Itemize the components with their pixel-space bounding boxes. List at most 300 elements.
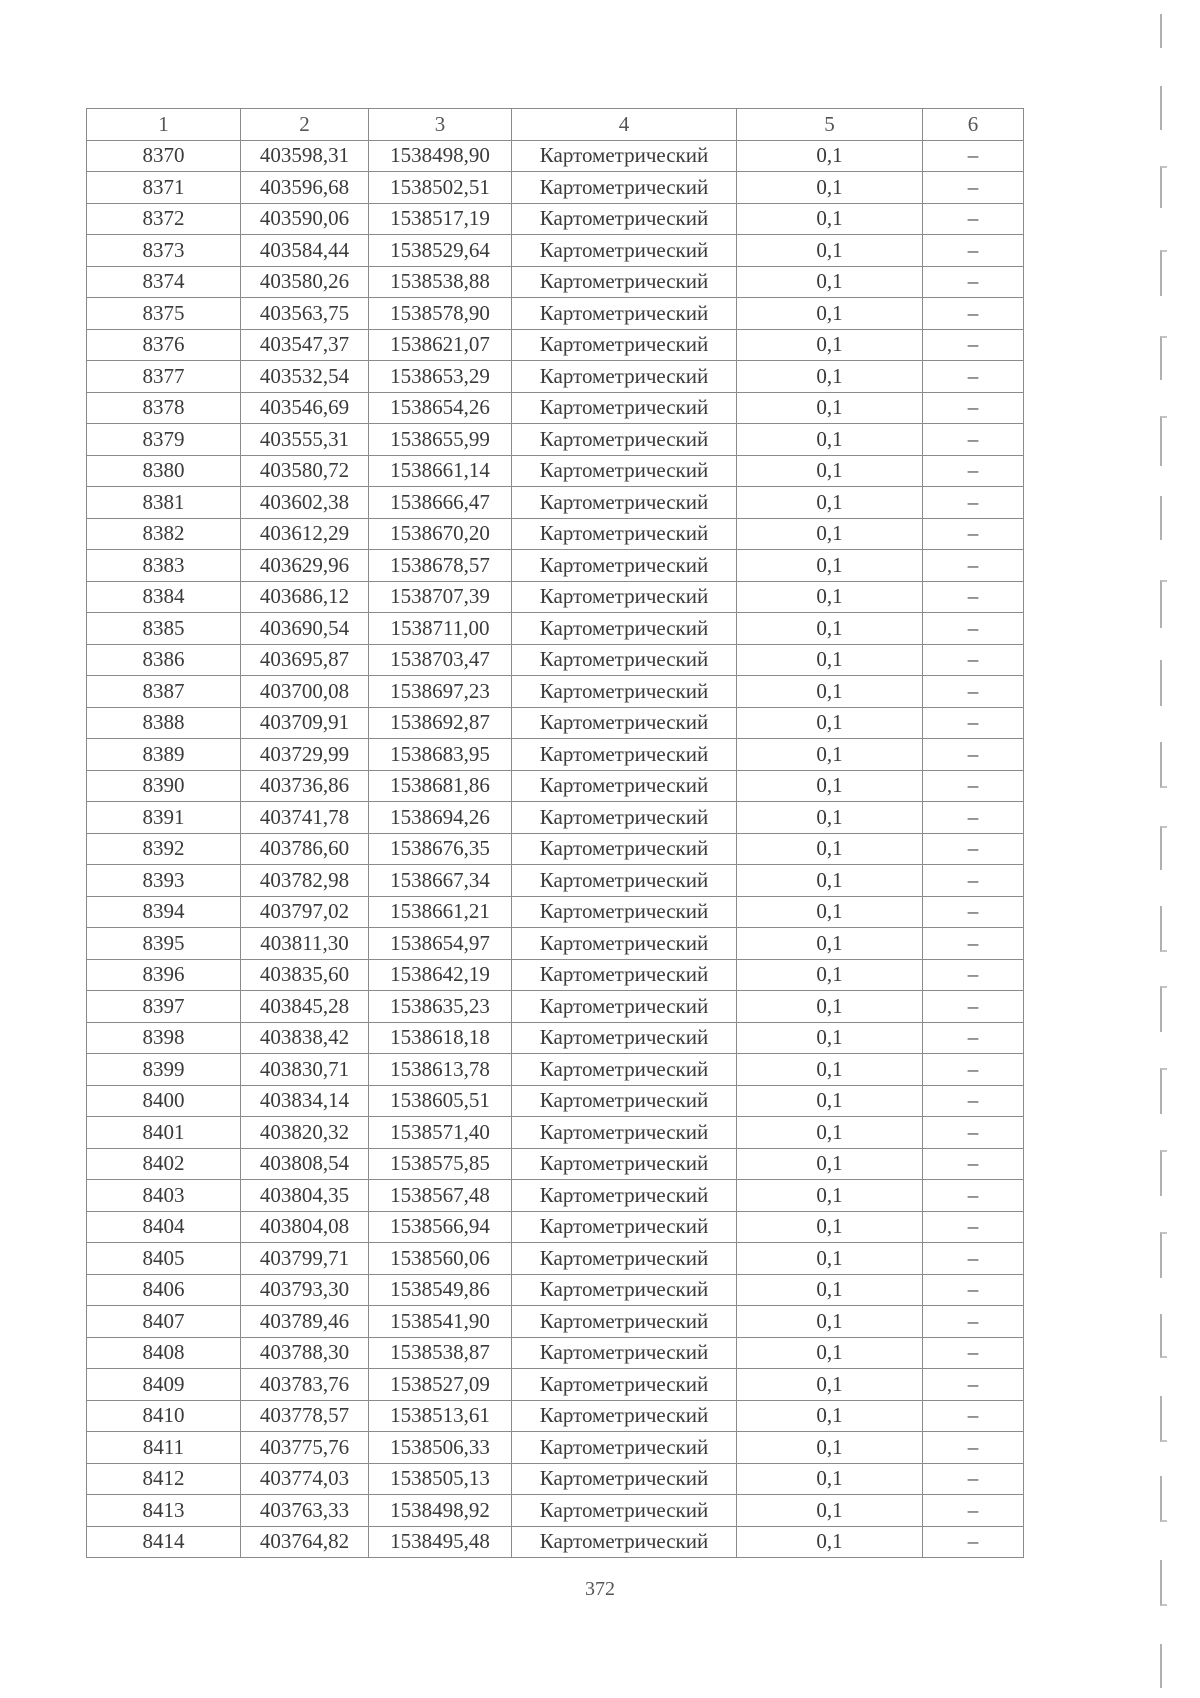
method-cell: Картометрический — [512, 707, 737, 739]
y-coordinate-cell: 1538678,57 — [369, 550, 512, 582]
x-coordinate-cell: 403695,87 — [241, 644, 369, 676]
table-row — [87, 1054, 1024, 1086]
x-coordinate-cell: 403782,98 — [241, 865, 369, 897]
x-coordinate-cell: 403596,68 — [241, 172, 369, 204]
y-coordinate-cell: 1538683,95 — [369, 739, 512, 771]
point-number-cell: 8387 — [87, 676, 241, 708]
method-cell: Картометрический — [512, 896, 737, 928]
note-cell: – — [923, 1022, 1024, 1054]
table-row — [87, 140, 1024, 172]
y-coordinate-cell: 1538529,64 — [369, 235, 512, 267]
y-coordinate-cell: 1538505,13 — [369, 1463, 512, 1495]
coordinates-table — [86, 108, 1024, 1558]
method-cell: Картометрический — [512, 739, 737, 771]
note-cell: – — [923, 581, 1024, 613]
method-cell: Картометрический — [512, 298, 737, 330]
x-coordinate-cell: 403546,69 — [241, 392, 369, 424]
binding-mark — [1160, 1232, 1167, 1278]
table-row — [87, 644, 1024, 676]
y-coordinate-cell: 1538567,48 — [369, 1180, 512, 1212]
note-cell: – — [923, 1148, 1024, 1180]
table-row — [87, 1211, 1024, 1243]
y-coordinate-cell: 1538571,40 — [369, 1117, 512, 1149]
x-coordinate-cell: 403580,72 — [241, 455, 369, 487]
binding-mark — [1160, 1150, 1167, 1196]
method-cell: Картометрический — [512, 1180, 737, 1212]
method-cell: Картометрический — [512, 1526, 737, 1558]
note-cell: – — [923, 172, 1024, 204]
point-number-cell: 8376 — [87, 329, 241, 361]
point-number-cell: 8378 — [87, 392, 241, 424]
method-cell: Картометрический — [512, 1085, 737, 1117]
x-coordinate-cell: 403820,32 — [241, 1117, 369, 1149]
accuracy-cell: 0,1 — [737, 518, 923, 550]
point-number-cell: 8405 — [87, 1243, 241, 1275]
x-coordinate-cell: 403799,71 — [241, 1243, 369, 1275]
note-cell: – — [923, 140, 1024, 172]
accuracy-cell: 0,1 — [737, 203, 923, 235]
accuracy-cell: 0,1 — [737, 581, 923, 613]
x-coordinate-cell: 403774,03 — [241, 1463, 369, 1495]
method-cell: Картометрический — [512, 833, 737, 865]
note-cell: – — [923, 298, 1024, 330]
note-cell: – — [923, 739, 1024, 771]
note-cell: – — [923, 676, 1024, 708]
table-row — [87, 1369, 1024, 1401]
y-coordinate-cell: 1538578,90 — [369, 298, 512, 330]
accuracy-cell: 0,1 — [737, 1526, 923, 1558]
table-row — [87, 581, 1024, 613]
y-coordinate-cell: 1538549,86 — [369, 1274, 512, 1306]
x-coordinate-cell: 403804,08 — [241, 1211, 369, 1243]
point-number-cell: 8410 — [87, 1400, 241, 1432]
method-cell: Картометрический — [512, 329, 737, 361]
table-row — [87, 802, 1024, 834]
x-coordinate-cell: 403783,76 — [241, 1369, 369, 1401]
table-row — [87, 770, 1024, 802]
table-row — [87, 1306, 1024, 1338]
column-header-2: 2 — [241, 109, 369, 141]
table-row — [87, 203, 1024, 235]
note-cell: – — [923, 1085, 1024, 1117]
column-header-3: 3 — [369, 109, 512, 141]
note-cell: – — [923, 1117, 1024, 1149]
x-coordinate-cell: 403532,54 — [241, 361, 369, 393]
accuracy-cell: 0,1 — [737, 1054, 923, 1086]
point-number-cell: 8406 — [87, 1274, 241, 1306]
x-coordinate-cell: 403686,12 — [241, 581, 369, 613]
note-cell: – — [923, 1495, 1024, 1527]
header-row — [87, 109, 1024, 141]
method-cell: Картометрический — [512, 203, 737, 235]
y-coordinate-cell: 1538498,90 — [369, 140, 512, 172]
table-row — [87, 1400, 1024, 1432]
point-number-cell: 8377 — [87, 361, 241, 393]
accuracy-cell: 0,1 — [737, 1432, 923, 1464]
point-number-cell: 8409 — [87, 1369, 241, 1401]
accuracy-cell: 0,1 — [737, 1369, 923, 1401]
y-coordinate-cell: 1538654,26 — [369, 392, 512, 424]
point-number-cell: 8411 — [87, 1432, 241, 1464]
method-cell: Картометрический — [512, 1148, 737, 1180]
x-coordinate-cell: 403845,28 — [241, 991, 369, 1023]
y-coordinate-cell: 1538667,34 — [369, 865, 512, 897]
x-coordinate-cell: 403690,54 — [241, 613, 369, 645]
table-row — [87, 424, 1024, 456]
table-row — [87, 1526, 1024, 1558]
point-number-cell: 8403 — [87, 1180, 241, 1212]
point-number-cell: 8396 — [87, 959, 241, 991]
accuracy-cell: 0,1 — [737, 1180, 923, 1212]
table-row — [87, 896, 1024, 928]
binding-mark — [1160, 166, 1167, 208]
table-row — [87, 487, 1024, 519]
x-coordinate-cell: 403729,99 — [241, 739, 369, 771]
y-coordinate-cell: 1538707,39 — [369, 581, 512, 613]
accuracy-cell: 0,1 — [737, 1274, 923, 1306]
method-cell: Картометрический — [512, 1432, 737, 1464]
table-row — [87, 455, 1024, 487]
table-row — [87, 298, 1024, 330]
binding-mark — [1160, 336, 1167, 380]
point-number-cell: 8407 — [87, 1306, 241, 1338]
table-body — [87, 140, 1024, 1558]
y-coordinate-cell: 1538635,23 — [369, 991, 512, 1023]
note-cell: – — [923, 361, 1024, 393]
point-number-cell: 8381 — [87, 487, 241, 519]
binding-mark — [1160, 906, 1167, 952]
method-cell: Картометрический — [512, 959, 737, 991]
method-cell: Картометрический — [512, 1117, 737, 1149]
accuracy-cell: 0,1 — [737, 676, 923, 708]
x-coordinate-cell: 403602,38 — [241, 487, 369, 519]
note-cell: – — [923, 424, 1024, 456]
table-row — [87, 1148, 1024, 1180]
table-row — [87, 1337, 1024, 1369]
y-coordinate-cell: 1538670,20 — [369, 518, 512, 550]
note-cell: – — [923, 644, 1024, 676]
accuracy-cell: 0,1 — [737, 266, 923, 298]
method-cell: Картометрический — [512, 361, 737, 393]
y-coordinate-cell: 1538711,00 — [369, 613, 512, 645]
x-coordinate-cell: 403830,71 — [241, 1054, 369, 1086]
note-cell: – — [923, 550, 1024, 582]
binding-mark — [1160, 250, 1167, 296]
point-number-cell: 8408 — [87, 1337, 241, 1369]
binding-mark — [1160, 986, 1167, 1032]
table-header — [87, 109, 1024, 141]
method-cell: Картометрический — [512, 1274, 737, 1306]
note-cell: – — [923, 833, 1024, 865]
note-cell: – — [923, 518, 1024, 550]
x-coordinate-cell: 403838,42 — [241, 1022, 369, 1054]
note-cell: – — [923, 1274, 1024, 1306]
point-number-cell: 8390 — [87, 770, 241, 802]
y-coordinate-cell: 1538538,88 — [369, 266, 512, 298]
method-cell: Картометрический — [512, 1463, 737, 1495]
accuracy-cell: 0,1 — [737, 1211, 923, 1243]
y-coordinate-cell: 1538661,14 — [369, 455, 512, 487]
point-number-cell: 8388 — [87, 707, 241, 739]
point-number-cell: 8397 — [87, 991, 241, 1023]
binding-mark — [1160, 1396, 1167, 1442]
point-number-cell: 8375 — [87, 298, 241, 330]
point-number-cell: 8399 — [87, 1054, 241, 1086]
note-cell: – — [923, 770, 1024, 802]
method-cell: Картометрический — [512, 802, 737, 834]
accuracy-cell: 0,1 — [737, 1495, 923, 1527]
method-cell: Картометрический — [512, 928, 737, 960]
binding-mark — [1160, 86, 1162, 130]
binding-mark — [1160, 14, 1162, 48]
point-number-cell: 8382 — [87, 518, 241, 550]
note-cell: – — [923, 392, 1024, 424]
x-coordinate-cell: 403793,30 — [241, 1274, 369, 1306]
table-row — [87, 1432, 1024, 1464]
binding-mark — [1160, 1644, 1162, 1688]
binding-mark — [1160, 496, 1162, 540]
point-number-cell: 8402 — [87, 1148, 241, 1180]
point-number-cell: 8413 — [87, 1495, 241, 1527]
accuracy-cell: 0,1 — [737, 455, 923, 487]
table-row — [87, 739, 1024, 771]
point-number-cell: 8384 — [87, 581, 241, 613]
table-row — [87, 329, 1024, 361]
table-row — [87, 707, 1024, 739]
method-cell: Картометрический — [512, 613, 737, 645]
accuracy-cell: 0,1 — [737, 644, 923, 676]
accuracy-cell: 0,1 — [737, 1337, 923, 1369]
method-cell: Картометрический — [512, 266, 737, 298]
note-cell: – — [923, 1243, 1024, 1275]
note-cell: – — [923, 266, 1024, 298]
table-row — [87, 833, 1024, 865]
table-row — [87, 266, 1024, 298]
note-cell: – — [923, 707, 1024, 739]
accuracy-cell: 0,1 — [737, 1463, 923, 1495]
y-coordinate-cell: 1538538,87 — [369, 1337, 512, 1369]
point-number-cell: 8392 — [87, 833, 241, 865]
note-cell: – — [923, 235, 1024, 267]
x-coordinate-cell: 403700,08 — [241, 676, 369, 708]
y-coordinate-cell: 1538618,18 — [369, 1022, 512, 1054]
y-coordinate-cell: 1538613,78 — [369, 1054, 512, 1086]
page-number: 372 — [585, 1578, 615, 1600]
accuracy-cell: 0,1 — [737, 1243, 923, 1275]
method-cell: Картометрический — [512, 1054, 737, 1086]
accuracy-cell: 0,1 — [737, 959, 923, 991]
method-cell: Картометрический — [512, 1337, 737, 1369]
column-header-4: 4 — [512, 109, 737, 141]
x-coordinate-cell: 403834,14 — [241, 1085, 369, 1117]
note-cell: – — [923, 959, 1024, 991]
point-number-cell: 8394 — [87, 896, 241, 928]
binding-mark — [1160, 580, 1167, 628]
y-coordinate-cell: 1538541,90 — [369, 1306, 512, 1338]
note-cell: – — [923, 1306, 1024, 1338]
accuracy-cell: 0,1 — [737, 1022, 923, 1054]
method-cell: Картометрический — [512, 235, 737, 267]
point-number-cell: 8380 — [87, 455, 241, 487]
method-cell: Картометрический — [512, 770, 737, 802]
table-row — [87, 613, 1024, 645]
table-row — [87, 1022, 1024, 1054]
point-number-cell: 8385 — [87, 613, 241, 645]
binding-mark — [1160, 826, 1167, 870]
note-cell: – — [923, 1369, 1024, 1401]
note-cell: – — [923, 455, 1024, 487]
accuracy-cell: 0,1 — [737, 1085, 923, 1117]
x-coordinate-cell: 403835,60 — [241, 959, 369, 991]
table-row — [87, 1085, 1024, 1117]
accuracy-cell: 0,1 — [737, 1148, 923, 1180]
binding-mark — [1160, 416, 1167, 466]
x-coordinate-cell: 403590,06 — [241, 203, 369, 235]
x-coordinate-cell: 403763,33 — [241, 1495, 369, 1527]
method-cell: Картометрический — [512, 991, 737, 1023]
x-coordinate-cell: 403788,30 — [241, 1337, 369, 1369]
y-coordinate-cell: 1538681,86 — [369, 770, 512, 802]
note-cell: – — [923, 991, 1024, 1023]
method-cell: Картометрический — [512, 581, 737, 613]
accuracy-cell: 0,1 — [737, 865, 923, 897]
method-cell: Картометрический — [512, 1243, 737, 1275]
method-cell: Картометрический — [512, 1400, 737, 1432]
note-cell: – — [923, 203, 1024, 235]
point-number-cell: 8389 — [87, 739, 241, 771]
point-number-cell: 8372 — [87, 203, 241, 235]
y-coordinate-cell: 1538513,61 — [369, 1400, 512, 1432]
x-coordinate-cell: 403786,60 — [241, 833, 369, 865]
y-coordinate-cell: 1538654,97 — [369, 928, 512, 960]
method-cell: Картометрический — [512, 487, 737, 519]
accuracy-cell: 0,1 — [737, 613, 923, 645]
y-coordinate-cell: 1538575,85 — [369, 1148, 512, 1180]
column-header-5: 5 — [737, 109, 923, 141]
accuracy-cell: 0,1 — [737, 1306, 923, 1338]
table-row — [87, 1463, 1024, 1495]
x-coordinate-cell: 403778,57 — [241, 1400, 369, 1432]
accuracy-cell: 0,1 — [737, 928, 923, 960]
accuracy-cell: 0,1 — [737, 739, 923, 771]
accuracy-cell: 0,1 — [737, 329, 923, 361]
method-cell: Картометрический — [512, 1211, 737, 1243]
table-row — [87, 1274, 1024, 1306]
method-cell: Картометрический — [512, 518, 737, 550]
x-coordinate-cell: 403563,75 — [241, 298, 369, 330]
note-cell: – — [923, 613, 1024, 645]
table-row — [87, 518, 1024, 550]
column-header-6: 6 — [923, 109, 1024, 141]
accuracy-cell: 0,1 — [737, 550, 923, 582]
method-cell: Картометрический — [512, 1495, 737, 1527]
note-cell: – — [923, 1180, 1024, 1212]
method-cell: Картометрический — [512, 644, 737, 676]
point-number-cell: 8371 — [87, 172, 241, 204]
note-cell: – — [923, 1054, 1024, 1086]
x-coordinate-cell: 403612,29 — [241, 518, 369, 550]
point-number-cell: 8370 — [87, 140, 241, 172]
table-row — [87, 928, 1024, 960]
x-coordinate-cell: 403709,91 — [241, 707, 369, 739]
x-coordinate-cell: 403804,35 — [241, 1180, 369, 1212]
binding-mark — [1160, 1560, 1167, 1606]
point-number-cell: 8383 — [87, 550, 241, 582]
method-cell: Картометрический — [512, 455, 737, 487]
note-cell: – — [923, 1432, 1024, 1464]
x-coordinate-cell: 403811,30 — [241, 928, 369, 960]
table-row — [87, 1495, 1024, 1527]
note-cell: – — [923, 865, 1024, 897]
point-number-cell: 8379 — [87, 424, 241, 456]
accuracy-cell: 0,1 — [737, 424, 923, 456]
point-number-cell: 8395 — [87, 928, 241, 960]
x-coordinate-cell: 403547,37 — [241, 329, 369, 361]
x-coordinate-cell: 403629,96 — [241, 550, 369, 582]
point-number-cell: 8404 — [87, 1211, 241, 1243]
y-coordinate-cell: 1538642,19 — [369, 959, 512, 991]
table-row — [87, 959, 1024, 991]
note-cell: – — [923, 896, 1024, 928]
table-row — [87, 172, 1024, 204]
y-coordinate-cell: 1538621,07 — [369, 329, 512, 361]
point-number-cell: 8373 — [87, 235, 241, 267]
table-row — [87, 1117, 1024, 1149]
y-coordinate-cell: 1538692,87 — [369, 707, 512, 739]
point-number-cell: 8391 — [87, 802, 241, 834]
method-cell: Картометрический — [512, 172, 737, 204]
note-cell: – — [923, 1463, 1024, 1495]
accuracy-cell: 0,1 — [737, 361, 923, 393]
method-cell: Картометрический — [512, 1369, 737, 1401]
note-cell: – — [923, 802, 1024, 834]
accuracy-cell: 0,1 — [737, 1117, 923, 1149]
accuracy-cell: 0,1 — [737, 770, 923, 802]
y-coordinate-cell: 1538694,26 — [369, 802, 512, 834]
accuracy-cell: 0,1 — [737, 1400, 923, 1432]
table-row — [87, 1243, 1024, 1275]
y-coordinate-cell: 1538506,33 — [369, 1432, 512, 1464]
table-row — [87, 361, 1024, 393]
y-coordinate-cell: 1538666,47 — [369, 487, 512, 519]
accuracy-cell: 0,1 — [737, 392, 923, 424]
note-cell: – — [923, 1337, 1024, 1369]
note-cell: – — [923, 928, 1024, 960]
y-coordinate-cell: 1538495,48 — [369, 1526, 512, 1558]
accuracy-cell: 0,1 — [737, 140, 923, 172]
point-number-cell: 8393 — [87, 865, 241, 897]
table-row — [87, 235, 1024, 267]
table-row — [87, 865, 1024, 897]
accuracy-cell: 0,1 — [737, 991, 923, 1023]
accuracy-cell: 0,1 — [737, 487, 923, 519]
method-cell: Картометрический — [512, 1306, 737, 1338]
note-cell: – — [923, 487, 1024, 519]
point-number-cell: 8374 — [87, 266, 241, 298]
note-cell: – — [923, 1400, 1024, 1432]
accuracy-cell: 0,1 — [737, 172, 923, 204]
y-coordinate-cell: 1538653,29 — [369, 361, 512, 393]
x-coordinate-cell: 403775,76 — [241, 1432, 369, 1464]
method-cell: Картометрический — [512, 392, 737, 424]
point-number-cell: 8386 — [87, 644, 241, 676]
column-header-1: 1 — [87, 109, 241, 141]
binding-mark — [1160, 660, 1162, 706]
note-cell: – — [923, 329, 1024, 361]
accuracy-cell: 0,1 — [737, 298, 923, 330]
y-coordinate-cell: 1538605,51 — [369, 1085, 512, 1117]
x-coordinate-cell: 403764,82 — [241, 1526, 369, 1558]
